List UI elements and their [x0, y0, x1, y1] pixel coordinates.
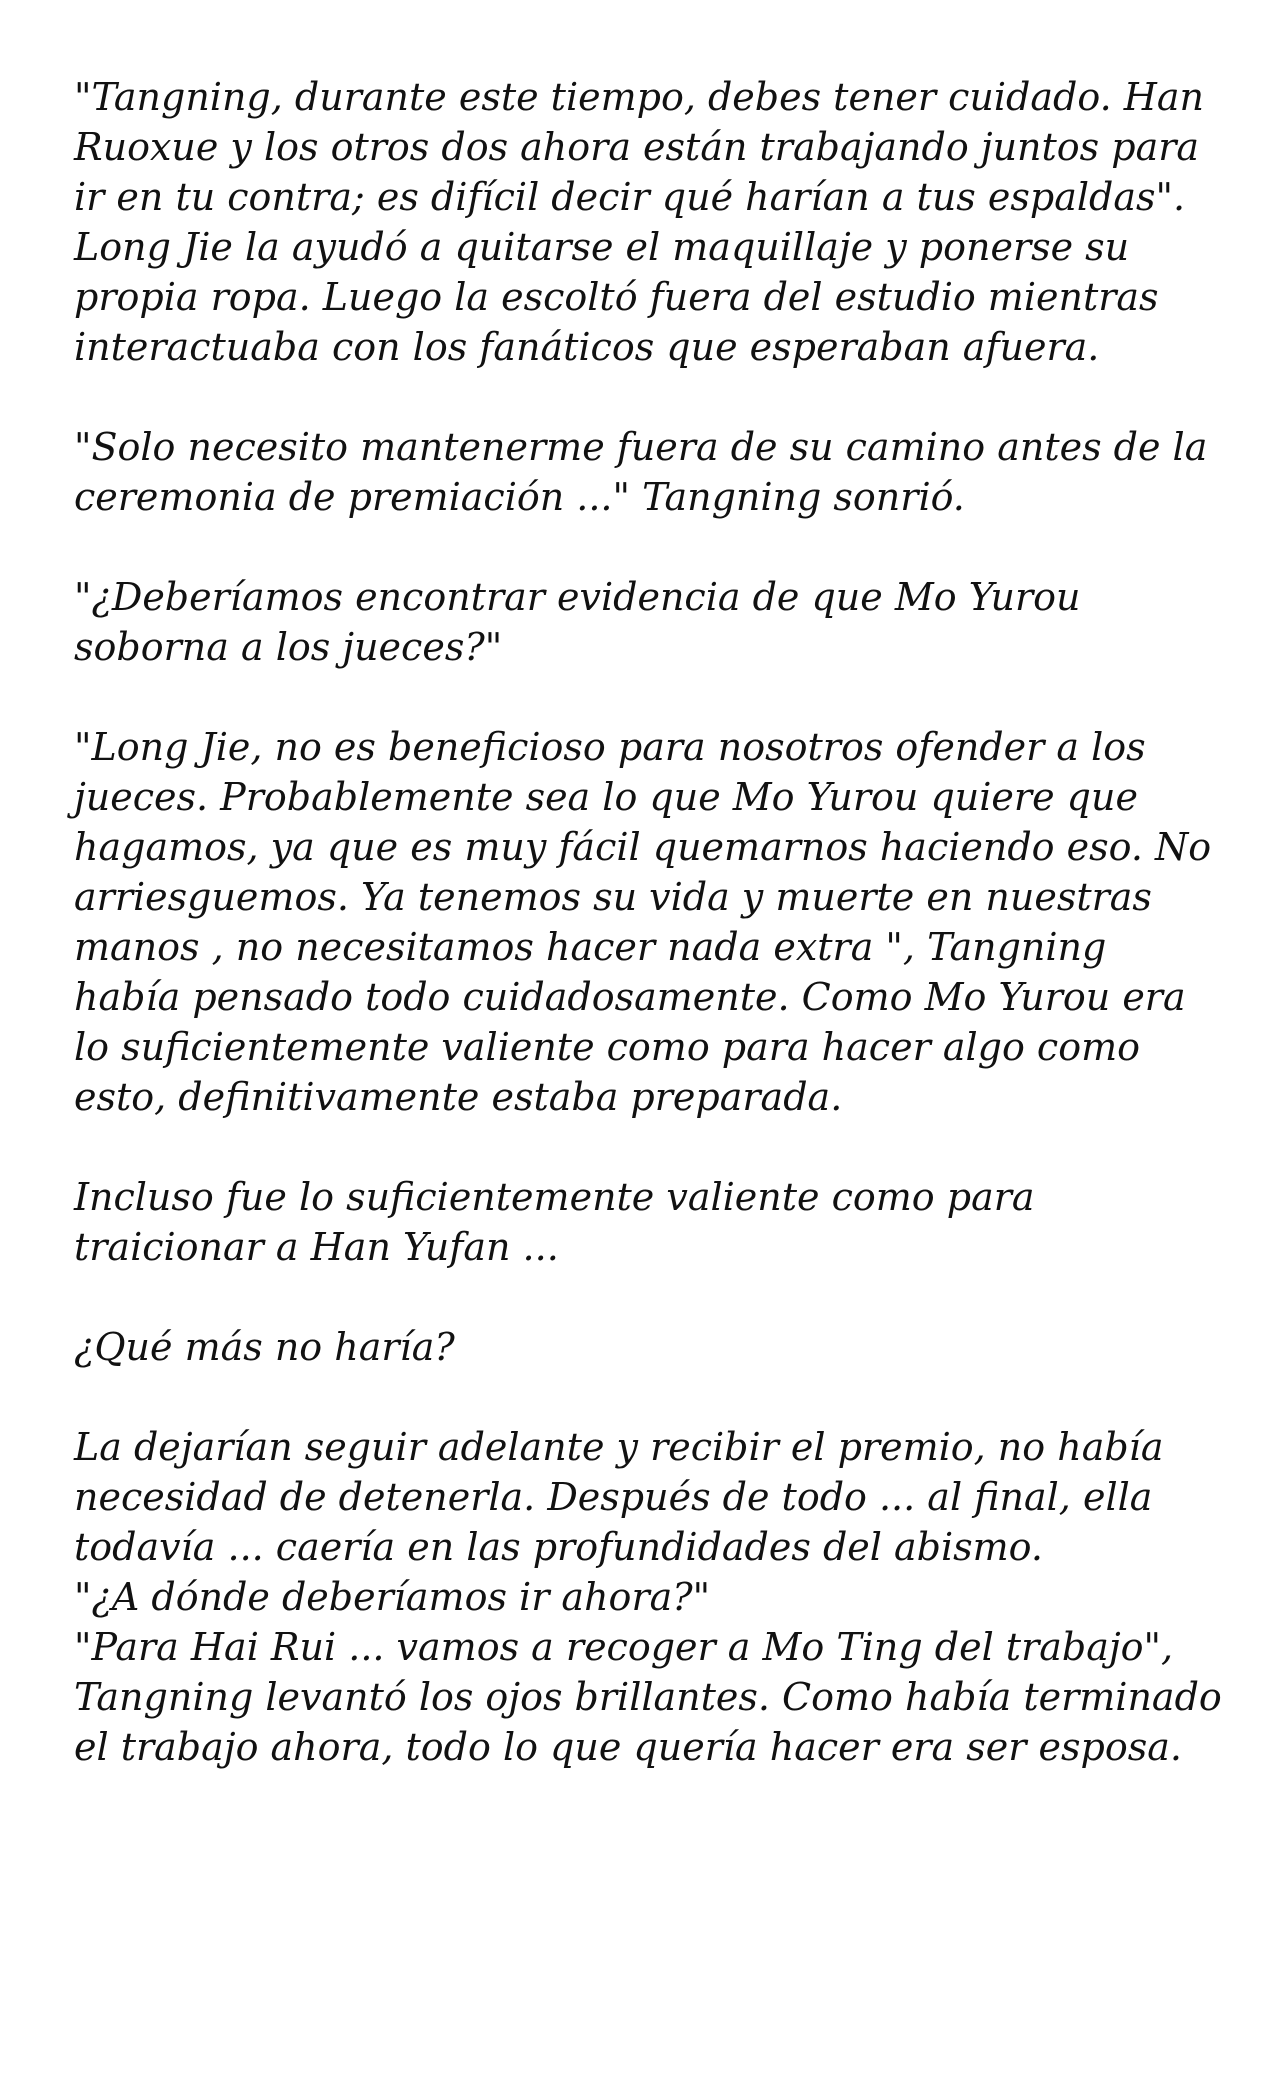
document-body	[74, 72, 1224, 1772]
paragraph-warning: "Tangning, durante este tiempo, debes tener cuidado. Han Ruoxue y los otros dos ahora están trabajando juntos para ir en tu contra; es difícil decir qué harían a tus espaldas". Long Jie la ayudó a quitarse el maquillaje y ponerse su propia ropa. Luego la escoltó fuera del estudio mientras interactuaba con los fanáticos que esperaban afuera.	[74, 75, 1204, 369]
paragraph-hai-rui: "Para Hai Rui ... vamos a recoger a Mo Ting del trabajo", Tangning levantó los ojos brillantes. Como había terminado el trabajo ahora, todo lo que quería hacer era ser esposa.	[74, 1625, 1222, 1769]
paragraph-evidence-question: "¿Deberíamos encontrar evidencia de que Mo Yurou soborna a los jueces?"	[74, 575, 1081, 669]
paragraph-judges: "Long Jie, no es beneficioso para nosotros ofender a los jueces. Probablemente sea lo que Mo Yurou quiere que hagamos, ya que es muy fácil quemarnos haciendo eso. No arriesguemos. Ya tenemos su vida y muerte en nuestras manos , no necesitamos hacer nada extra ", Tangning había pensado todo cuidadosamente. Como Mo Yurou era lo suficientemente valiente como para hacer algo como esto, definitivamente estaba preparada.	[74, 725, 1212, 1119]
paragraph-where-now: "¿A dónde deberíamos ir ahora?"	[74, 1575, 711, 1619]
paragraph-betrayal: Incluso fue lo suficientemente valiente como para traicionar a Han Yufan ...	[74, 1175, 1035, 1269]
paragraph-abyss: La dejarían seguir adelante y recibir el premio, no había necesidad de detenerla. Después de todo ... al final, ella todavía ... caería en las profundidades del abismo.	[74, 1425, 1164, 1569]
paragraph-what-else: ¿Qué más no haría?	[74, 1325, 455, 1369]
paragraph-stay-away: "Solo necesito mantenerme fuera de su camino antes de la ceremonia de premiación ..." Tangning sonrió.	[74, 425, 1208, 519]
